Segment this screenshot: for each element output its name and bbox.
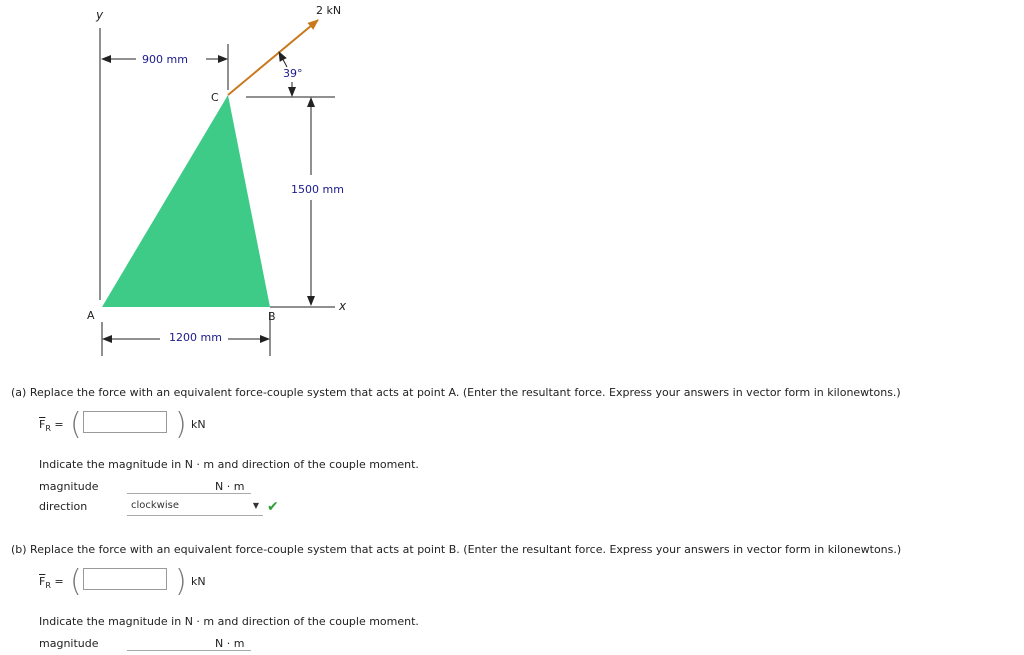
force-label: 2 kN xyxy=(316,4,342,17)
part-b-force-unit: kN xyxy=(191,575,206,588)
x-axis-label: x xyxy=(339,299,347,313)
part-b-couple-prompt: Indicate the magnitude in N · m and direction of the couple moment. xyxy=(39,615,419,628)
part-b-magnitude-label: magnitude xyxy=(39,637,99,650)
part-b-magnitude-unit: N · m xyxy=(215,637,245,650)
dim-900-label: 900 mm xyxy=(142,53,188,66)
equals-sign: = xyxy=(54,418,64,431)
part-a-direction-select[interactable] xyxy=(127,500,263,516)
force-symbol: $\overline{F}$ xyxy=(39,418,46,431)
force-arrow xyxy=(228,20,318,95)
point-b-label: B xyxy=(268,310,276,323)
part-a-magnitude-unit: N · m xyxy=(215,480,245,493)
point-c-label: C xyxy=(211,91,219,104)
part-a-force-label xyxy=(39,418,64,433)
part-a-direction-label: direction xyxy=(39,500,88,513)
direction-selected-value: clockwise xyxy=(131,500,180,511)
part-b-force-label xyxy=(39,575,64,590)
part-a-right-paren: ) xyxy=(175,407,187,442)
statics-figure xyxy=(0,0,420,360)
angle-arrow-up xyxy=(279,52,287,67)
part-b-left-paren: ( xyxy=(70,564,82,599)
point-a-label: A xyxy=(87,309,95,322)
part-a-force-unit: kN xyxy=(191,418,206,431)
y-axis-label: y xyxy=(96,8,104,22)
force-subscript: R xyxy=(45,424,51,434)
part-a-prompt: (a) Replace the force with an equivalent force-couple system that acts at point A. (Enter the resultant force. Express your answers in vector form in kilonewtons.) xyxy=(11,386,901,399)
part-a-left-paren: ( xyxy=(70,407,82,442)
dropdown-caret-icon: ▼ xyxy=(252,501,259,510)
part-a-couple-prompt: Indicate the magnitude in N · m and direction of the couple moment. xyxy=(39,458,419,471)
part-a-resultant-force-input[interactable] xyxy=(83,411,167,433)
triangular-plate xyxy=(102,95,270,307)
part-b-prompt: (b) Replace the force with an equivalent force-couple system that acts at point B. (Enter the resultant force. Express your answers in vector form in kilonewtons.) xyxy=(11,543,902,556)
angle-label: 39° xyxy=(283,67,303,80)
correct-checkmark-icon: ✔ xyxy=(267,499,279,515)
part-b-right-paren: ) xyxy=(175,564,187,599)
dim-1200-label: 1200 mm xyxy=(169,331,222,344)
dim-1500-label: 1500 mm xyxy=(291,183,344,196)
part-b-resultant-force-input[interactable] xyxy=(83,568,167,590)
force-symbol: $\overline{F}$ xyxy=(39,575,46,588)
equals-sign: = xyxy=(54,575,64,588)
part-a-magnitude-label: magnitude xyxy=(39,480,99,493)
force-subscript: R xyxy=(45,581,51,591)
